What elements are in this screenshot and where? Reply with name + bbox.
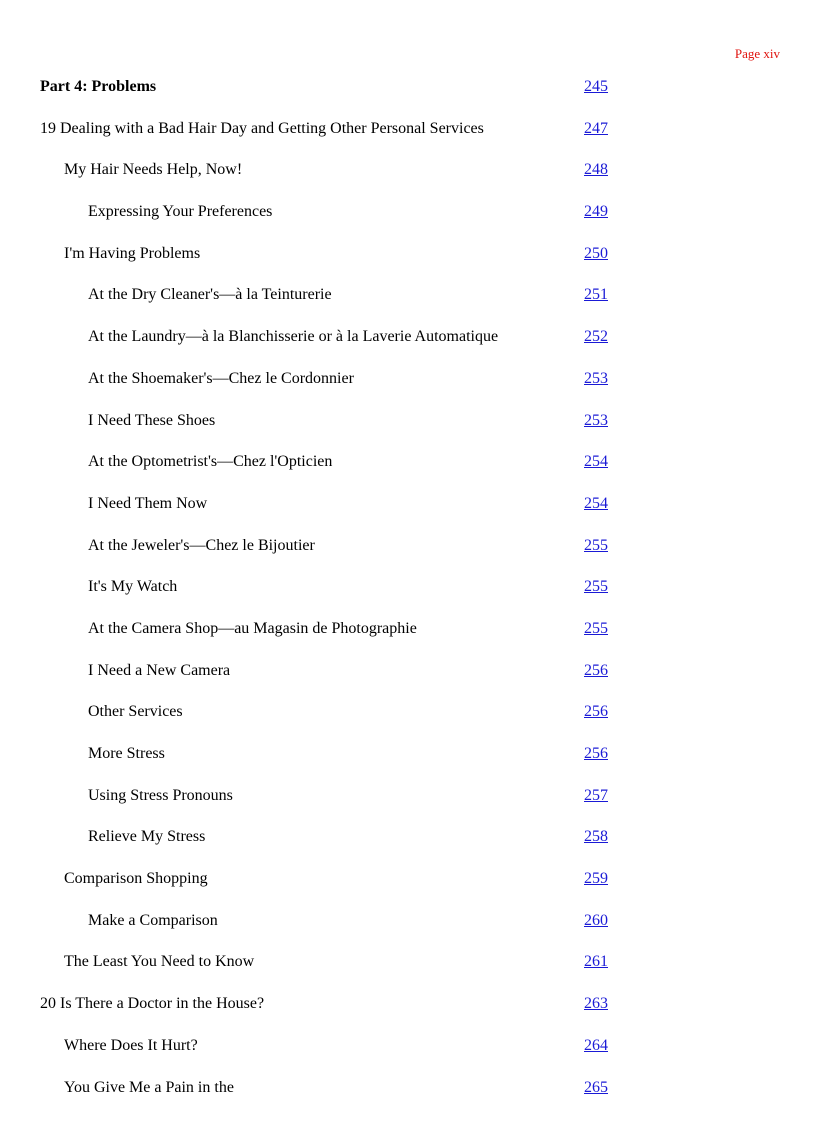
toc-page-link[interactable]: 254 (584, 453, 608, 471)
toc-entry (0, 193, 816, 235)
toc-page-link[interactable]: 253 (584, 411, 608, 429)
toc-page-link[interactable]: 255 (584, 578, 608, 596)
toc-entry (0, 151, 816, 193)
toc-subheading: At the Optometrist's—Chez l'Opticien (88, 453, 333, 471)
toc-page-link[interactable]: 260 (584, 911, 608, 929)
toc-page-link[interactable]: 254 (584, 494, 608, 512)
toc-subheading: You Give Me a Pain in the (64, 1078, 234, 1096)
toc-subheading: I Need These Shoes (88, 411, 216, 429)
toc-subheading: The Least You Need to Know (64, 953, 255, 971)
toc-heading: 19 Dealing with a Bad Hair Day and Getting Other Personal Services (40, 119, 484, 137)
toc-page-link[interactable]: 249 (584, 203, 608, 221)
toc-page-link[interactable]: 252 (584, 328, 608, 346)
toc-entry (0, 68, 816, 110)
toc-entry (0, 652, 816, 694)
toc-subheading: Relieve My Stress (88, 828, 206, 846)
toc-subheading: At the Camera Shop—au Magasin de Photographie (88, 619, 417, 637)
toc-entry (0, 318, 816, 360)
toc-entry (0, 360, 816, 402)
toc-page-link[interactable]: 256 (584, 745, 608, 762)
toc-subheading: Other Services (88, 703, 183, 721)
toc-subheading: At the Laundry—à la Blanchisserie or à la Laverie Automatique (88, 328, 499, 346)
toc-page-link[interactable]: 257 (584, 786, 608, 804)
toc-page-link[interactable]: 247 (584, 119, 608, 137)
toc-entry (0, 860, 816, 902)
toc-heading: Part 4: Problems (40, 78, 157, 95)
toc-page-link[interactable]: 258 (584, 828, 608, 846)
toc-heading: 20 Is There a Doctor in the House? (40, 995, 265, 1013)
toc-entry (0, 402, 816, 444)
toc-entry (0, 1069, 816, 1111)
toc-entry (0, 818, 816, 860)
toc-page-link[interactable]: 261 (584, 953, 608, 971)
toc-page-link[interactable]: 265 (584, 1078, 608, 1096)
toc-page-link[interactable]: 259 (584, 870, 608, 888)
toc-page-link[interactable]: 255 (584, 536, 608, 554)
toc-subheading: Make a Comparison (88, 911, 218, 929)
toc-page-link[interactable]: 255 (584, 619, 608, 637)
toc-subheading: At the Dry Cleaner's—à la Teinturerie (88, 286, 332, 304)
toc-entry (0, 235, 816, 277)
toc-entry (0, 985, 816, 1027)
toc-entry (0, 527, 816, 569)
toc-entry (0, 485, 816, 527)
table-of-contents (0, 68, 816, 1110)
toc-page-link[interactable]: 256 (584, 703, 608, 721)
toc-page-link[interactable]: 245 (584, 78, 608, 95)
toc-entry (0, 110, 816, 152)
toc-subheading: I'm Having Problems (64, 244, 201, 262)
toc-subheading: It's My Watch (88, 578, 178, 596)
toc-entry (0, 902, 816, 944)
toc-page-link[interactable]: 253 (584, 369, 608, 387)
toc-page-link[interactable]: 250 (584, 244, 608, 262)
toc-entry (0, 443, 816, 485)
toc-page-link[interactable]: 248 (584, 161, 608, 179)
toc-subheading: I Need a New Camera (88, 661, 231, 679)
toc-entry (0, 777, 816, 819)
toc-entry (0, 276, 816, 318)
toc-entry (0, 568, 816, 610)
toc-subheading: More Stress (88, 745, 165, 762)
toc-subheading: At the Shoemaker's—Chez le Cordonnier (88, 369, 354, 387)
toc-page-link[interactable]: 263 (584, 995, 608, 1013)
toc-page-link[interactable]: 256 (584, 661, 608, 679)
toc-entry (0, 1027, 816, 1069)
page-number-label: Page xiv (734, 46, 780, 61)
toc-subheading: Where Does It Hurt? (64, 1036, 198, 1054)
toc-entry (0, 735, 816, 777)
toc-subheading: Comparison Shopping (64, 870, 208, 888)
toc-subheading: I Need Them Now (88, 494, 208, 512)
toc-entry (0, 693, 816, 735)
toc-subheading: Expressing Your Preferences (88, 203, 273, 221)
toc-page-link[interactable]: 264 (584, 1036, 608, 1054)
toc-entry (0, 610, 816, 652)
toc-subheading: My Hair Needs Help, Now! (64, 161, 243, 179)
toc-subheading: At the Jeweler's—Chez le Bijoutier (88, 536, 315, 554)
toc-subheading: Using Stress Pronouns (88, 786, 233, 804)
toc-page-link[interactable]: 251 (584, 286, 608, 304)
toc-entry (0, 943, 816, 985)
